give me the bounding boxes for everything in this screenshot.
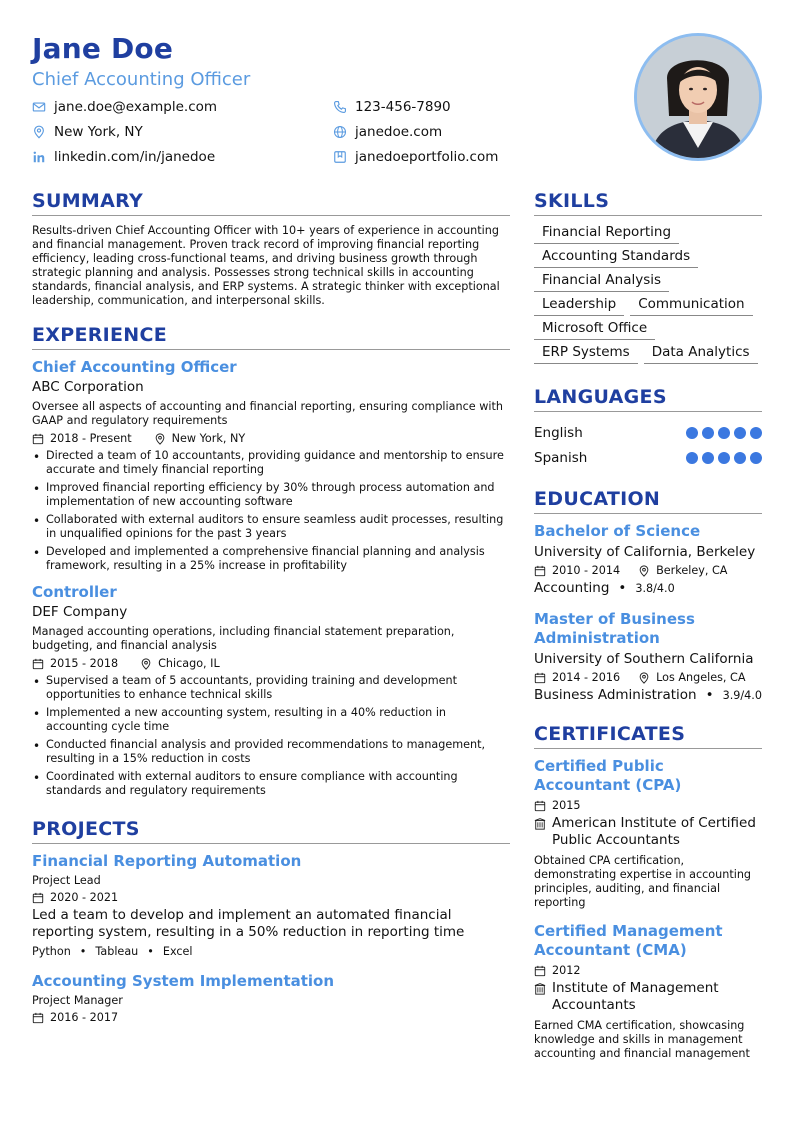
calendar-icon [534,800,546,812]
location-pin-icon [154,433,166,445]
candidate-name: Jane Doe [32,32,174,65]
project-title: Financial Reporting Automation [32,852,302,870]
skill-tag: Financial Reporting [534,224,679,244]
education-entry [534,610,762,703]
calendar-icon [32,658,44,670]
job-company: ABC Corporation [32,379,144,395]
education-field: Accounting • 3.8/4.0 [534,580,675,596]
job-title: Chief Accounting Officer [32,358,237,376]
language-level [686,452,762,464]
location-text: New York, NY [54,124,143,140]
proficiency-dot [718,452,730,464]
skill-tag: ERP Systems [534,344,638,364]
job-description: Oversee all aspects of accounting and financial reporting, ensuring compliance with GAAP and regulatory requirements [32,400,503,427]
proficiency-dot [734,427,746,439]
proficiency-dot [734,452,746,464]
skill-tag: Accounting Standards [534,248,698,268]
phone-icon [333,100,347,114]
project-tech: Python • Tableau • Excel [32,945,193,958]
language-level [686,427,762,439]
experience-heading: EXPERIENCE [32,324,510,350]
project-description: Led a team to develop and implement an automated financial reporting system, resulting in a 50% reduction in reporting time [32,907,465,940]
skills-heading: SKILLS [534,190,762,216]
language-name: Spanish [534,449,588,466]
left-column [32,190,510,1024]
certificate-description: Earned CMA certification, showcasing knowledge and skills in management accounting and financial management [534,1019,750,1060]
contact-location [32,124,143,140]
certificate-entry [534,922,762,1061]
proficiency-dot [702,427,714,439]
calendar-icon [534,565,546,577]
certificate-title: Certified Management Accountant (CMA) [534,922,723,959]
certificate-year: 2015 [552,799,581,812]
project-role: Project Manager [32,994,123,1007]
education-location: Los Angeles, CA [656,671,746,684]
certificate-issuer [534,980,762,1014]
contact-linkedin[interactable] [32,149,215,165]
education-meta [534,671,762,684]
skill-tag: Communication [630,296,752,316]
calendar-icon [534,672,546,684]
certificate-issuer [534,815,762,849]
project-meta [32,891,510,904]
skills-list [534,224,762,364]
project-meta [32,1011,510,1024]
skill-tag: Data Analytics [644,344,758,364]
proficiency-dot [718,427,730,439]
calendar-icon [32,1012,44,1024]
summary-text: Results-driven Chief Accounting Officer with 10+ years of experience in accounting and financial management. Proven track record of improving financial reporting efficiency, leading cross-functional teams, and driving business growth through strategic planning and analysis. Possesses strong technical skills in accounting standards, financial analysis, and ERP systems. A strategic thinker with exceptional leadership, communication, and interpersonal skills. [32,224,500,307]
list-item: • Coordinated with external auditors to ensure compliance with accounting standards and regulatory requirements [32,770,510,798]
globe-icon [333,125,347,139]
calendar-icon [534,965,546,977]
languages-heading: LANGUAGES [534,386,762,412]
project-entry [32,972,510,1024]
proficiency-dot [750,452,762,464]
linkedin-text: linkedin.com/in/janedoe [54,149,216,165]
building-icon [534,818,546,830]
website-text: janedoe.com [355,124,443,140]
location-pin-icon [140,658,152,670]
list-item: • Collaborated with external auditors to ensure seamless audit processes, resulting in unqualified opinions for the past 3 years [32,513,510,541]
location-pin-icon [638,672,650,684]
project-dates: 2020 - 2021 [50,891,119,904]
school-name: University of Southern California [534,651,754,667]
language-row [534,445,762,470]
project-title: Accounting System Implementation [32,972,335,990]
list-item: • Developed and implemented a comprehensive financial planning and analysis framework, resulting in a 25% increase in profitability [32,545,510,573]
proficiency-dot [686,452,698,464]
envelope-icon [32,100,46,114]
summary-heading: SUMMARY [32,190,510,216]
education-location: Berkeley, CA [656,564,728,577]
candidate-title: Chief Accounting Officer [32,69,251,90]
job-company: DEF Company [32,604,128,620]
education-dates: 2014 - 2016 [552,671,621,684]
portfolio-icon [333,150,347,164]
language-row [534,420,762,445]
gpa: 3.9/4.0 [722,688,762,702]
education-heading: EDUCATION [534,488,762,514]
portfolio-text: janedoeportfolio.com [355,149,499,165]
job-location: New York, NY [171,432,246,445]
list-item: • Improved financial reporting efficiency by 30% through process automation and implementation of new accounting software [32,481,510,509]
list-item: • Supervised a team of 5 accountants, providing training and development opportunities to enhance technical skills [32,674,510,702]
education-dates: 2010 - 2014 [552,564,621,577]
certificate-description: Obtained CPA certification, demonstrating expertise in accounting principles, auditing, and financial reporting [534,854,752,909]
project-entry [32,852,510,958]
tech-item: Python [32,945,71,958]
certificate-entry [534,757,762,910]
location-pin-icon [32,125,46,139]
person-photo-illustration [637,36,759,158]
proficiency-dot [750,427,762,439]
school-name: University of California, Berkeley [534,544,756,560]
job-bullets [32,449,510,573]
project-role: Project Lead [32,874,101,887]
proficiency-dot [686,427,698,439]
skill-tag: Leadership [534,296,624,316]
list-item: • Directed a team of 10 accountants, providing guidance and mentorship to ensure accurate and timely financial reporting [32,449,510,477]
job-entry [32,583,510,798]
skill-tag: Financial Analysis [534,272,669,292]
projects-heading: PROJECTS [32,818,510,844]
gpa: 3.8/4.0 [635,581,675,595]
building-icon [534,983,546,995]
calendar-icon [32,892,44,904]
phone-text: 123-456-7890 [355,99,451,115]
job-meta [32,657,510,670]
job-location: Chicago, IL [158,657,220,670]
job-dates: 2018 - Present [50,432,132,445]
linkedin-icon [32,150,46,164]
profile-photo [634,33,762,161]
certificate-title: Certified Public Accountant (CPA) [534,757,682,794]
contact-website[interactable] [333,124,442,140]
contact-phone[interactable] [333,99,451,115]
tech-item: Tableau [95,945,139,958]
email-text: jane.doe@example.com [54,99,218,115]
job-dates: 2015 - 2018 [50,657,119,670]
degree-title: Bachelor of Science [534,522,701,540]
education-field: Business Administration • 3.9/4.0 [534,687,762,703]
skill-tag: Microsoft Office [534,320,655,340]
language-name: English [534,424,583,441]
certificate-meta [534,799,762,812]
contact-email[interactable] [32,99,217,115]
job-meta [32,432,510,445]
list-item: • Conducted financial analysis and provided recommendations to management, resulting in a 15% reduction in costs [32,738,510,766]
job-bullets [32,674,510,798]
job-description: Managed accounting operations, including financial statement preparation, budgeting, and financial analysis [32,625,455,652]
degree-title: Master of Business Administration [534,610,695,647]
certificate-year: 2012 [552,964,581,977]
certificates-heading: CERTIFICATES [534,723,762,749]
contact-portfolio[interactable] [333,149,498,165]
project-dates: 2016 - 2017 [50,1011,119,1024]
job-title: Controller [32,583,117,601]
education-entry [534,522,762,596]
right-column [534,190,762,1061]
job-entry [32,358,510,573]
field-of-study: Business Administration [534,687,697,703]
field-of-study: Accounting [534,580,610,596]
proficiency-dot [702,452,714,464]
issuer-name: American Institute of Certified Public Accountants [552,815,756,848]
certificate-meta [534,964,762,977]
list-item: • Implemented a new accounting system, resulting in a 40% reduction in accounting cycle time [32,706,510,734]
calendar-icon [32,433,44,445]
education-meta [534,564,762,577]
tech-item: Excel [162,945,193,958]
issuer-name: Institute of Management Accountants [552,980,719,1013]
location-pin-icon [638,565,650,577]
